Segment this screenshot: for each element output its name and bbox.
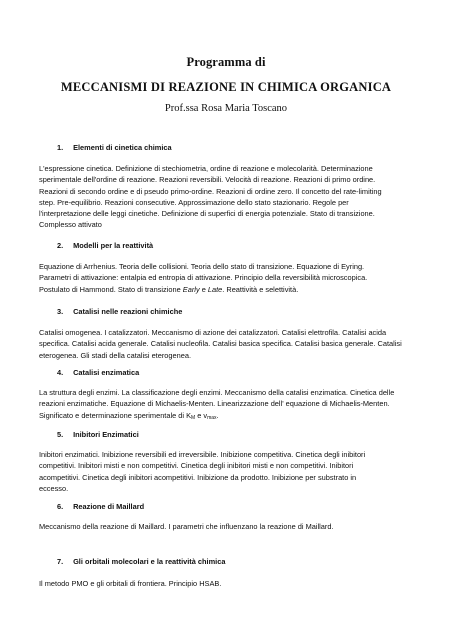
section-2-last-suffix: . Reattività e selettività.	[222, 284, 299, 294]
section-1-number: 1.	[57, 143, 64, 152]
km-subscript: M	[191, 414, 196, 421]
section-6-body	[39, 521, 421, 532]
section-2-late-term: Late	[207, 284, 223, 294]
section-3-body	[39, 327, 421, 361]
section-5-line: eccesso.	[39, 483, 69, 493]
section-4-heading	[57, 368, 139, 377]
section-2-number: 2.	[57, 241, 64, 250]
section-4-body	[39, 387, 421, 424]
section-3-heading	[57, 307, 182, 316]
section-1-line: sperimentale dell'ordine di reazione. Reazioni reversibili. Velocità di reazione. Reazioni di primo ordine.	[39, 175, 376, 185]
section-2-early-term: Early	[182, 284, 200, 294]
section-2-title: Modelli per la reattività	[73, 241, 154, 250]
section-7-line: Il metodo PMO e gli orbitali di frontiera. Principio HSAB.	[39, 579, 222, 588]
section-1-line: Reazioni di secondo ordine e di pseudo primo-ordine. Reazioni di ordine zero. Il concetto del rate-limiting	[39, 186, 382, 196]
section-2-last-mid: e	[199, 284, 208, 294]
section-1-line: Complesso attivato	[39, 220, 102, 230]
section-4-last-suffix: .	[216, 410, 219, 420]
section-5-body	[39, 449, 421, 494]
document-title-line1: Programma di	[186, 55, 266, 69]
section-7-title: Gli orbitali molecolari e la reattività chimica	[73, 557, 226, 566]
section-7-number: 7.	[57, 557, 64, 566]
section-3-line: Catalisi omogenea. I catalizzatori. Meccanismo di azione dei catalizzatori. Catalisi elettrofila. Catalisi acida	[39, 328, 387, 337]
section-3-line: specifica. Catalisi acida generale. Catalisi nucleofila. Catalisi basica specifica. Catalisi basica generale. Catalisi	[39, 339, 402, 349]
section-5-title: Inibitori Enzimatici	[73, 430, 139, 439]
section-1-heading	[57, 143, 172, 152]
section-1-title: Elementi di cinetica chimica	[73, 143, 172, 152]
section-1-line: L'espressione cinetica. Definizione di stechiometria, ordine di reazione e molecolarità. Determinazione	[39, 164, 373, 173]
section-2-body	[39, 261, 421, 295]
section-1-line: step. Pre-equilibrio. Reazioni consecutive. Approssimazione dello stato stazionario. Regole per	[39, 197, 349, 207]
document-title-line2: MECCANISMI DI REAZIONE IN CHIMICA ORGANICA	[60, 80, 392, 94]
section-4-line: reazioni enzimatiche. Equazione di Michaelis-Menten. Linearizzazione dell' equazione di Michaelis-Menten.	[39, 399, 390, 409]
section-3-line: eterogenea. Gli stadi della catalisi eterogenea.	[39, 350, 192, 360]
section-6-heading	[57, 502, 144, 511]
section-4-number: 4.	[57, 368, 64, 377]
section-4-line: La struttura degli enzimi. La classificazione degli enzimi. Meccanismo della catalisi enzimatica. Cinetica delle	[39, 388, 395, 397]
vmax-subscript: max	[207, 414, 217, 421]
section-6-number: 6.	[57, 502, 64, 511]
section-6-title: Reazione di Maillard	[73, 502, 145, 511]
section-4-last-prefix: Significato e determinazione sperimentale di K	[39, 410, 192, 420]
section-4-last-mid: e v	[195, 410, 208, 420]
section-1-body	[39, 163, 421, 231]
section-2-line: Parametri di attivazione: entalpia ed entropia di attivazione. Principio della reversibilità microscopica.	[39, 273, 368, 283]
section-5-line: competitivi. Inibitori misti e non competitivi. Cinetica degli inibitori misti e non competitivi. Inibitori	[39, 461, 354, 471]
section-6-line: Meccanismo della reazione di Maillard. I parametri che influenzano la reazione di Maillard.	[39, 522, 334, 531]
section-2-last-prefix: Postulato di Hammond. Stato di transizione	[39, 284, 183, 294]
section-3-title: Catalisi nelle reazioni chimiche	[73, 307, 183, 316]
section-4-line	[39, 410, 421, 424]
section-7-heading	[57, 557, 225, 566]
section-7-body	[39, 578, 421, 589]
section-1-line: l'interpretazione delle leggi cinetiche. Definizione di superfici di energia potenziale. Stato di transizione.	[39, 209, 375, 219]
section-2-line: Equazione di Arrhenius. Teoria delle collisioni. Teoria dello stato di transizione. Equazione di Eyring.	[39, 262, 365, 271]
section-2-heading	[57, 241, 153, 250]
section-4-title: Catalisi enzimatica	[73, 368, 140, 377]
section-2-line	[39, 284, 421, 295]
section-5-number: 5.	[57, 430, 64, 439]
section-5-line: acompetitivi. Cinetica degli inibitori acompetitivi. Inibizione da prodotto. Inibizione per substrato in	[39, 472, 357, 482]
section-5-heading	[57, 430, 139, 439]
section-3-number: 3.	[57, 307, 64, 316]
author-name: Prof.ssa Rosa Maria Toscano	[164, 103, 288, 114]
section-5-line: Inibitori enzimatici. Inibizione reversibili ed irreversibile. Inibizione competitiva. Cinetica degli inibitori	[39, 450, 366, 459]
